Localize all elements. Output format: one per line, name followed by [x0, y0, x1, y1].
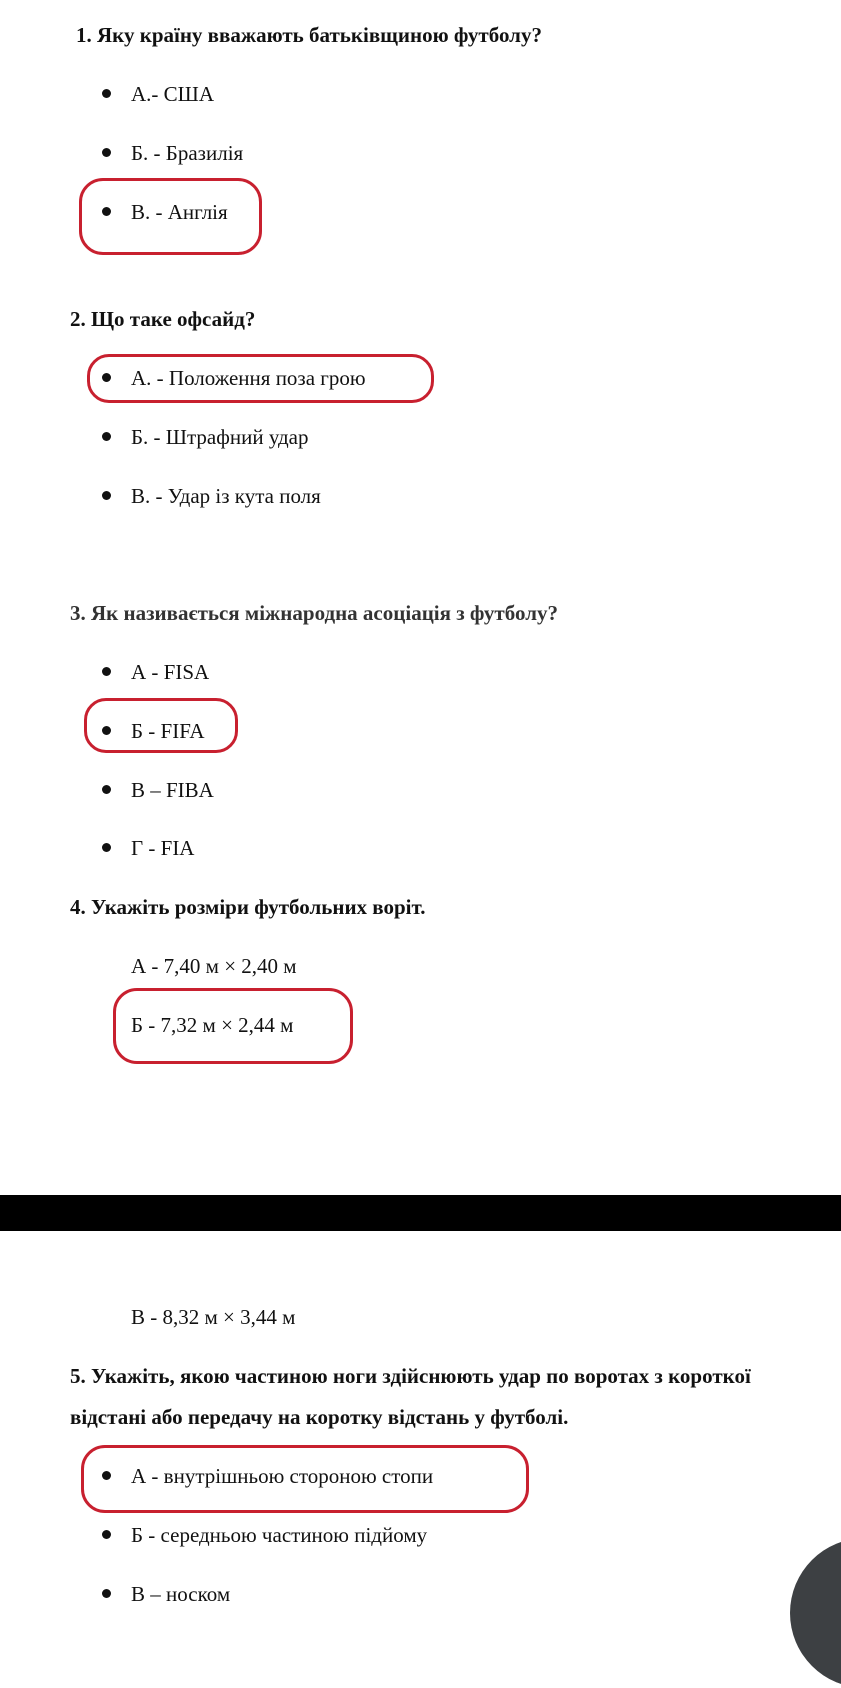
bullet: [102, 843, 111, 852]
q3-option-d: Г - FIA: [131, 836, 195, 860]
question-1-title: 1. Яку країну вважають батьківщиною футболу?: [76, 23, 542, 47]
q2-option-b: Б. - Штрафний удар: [131, 425, 309, 449]
bullet: [102, 667, 111, 676]
bullet: [102, 1530, 111, 1539]
bullet: [102, 1589, 111, 1598]
q4-option-b: Б - 7,32 м × 2,44 м: [131, 1013, 294, 1037]
bullet: [102, 491, 111, 500]
q3-option-b: Б - FIFA: [131, 719, 205, 743]
q3-option-c: В – FIBA: [131, 778, 214, 802]
q5-option-a: А - внутрішньою стороною стопи: [131, 1464, 434, 1488]
answer-highlight-circle: [79, 178, 262, 255]
question-2-title: 2. Що таке офсайд?: [70, 307, 256, 331]
answer-highlight-circle: [81, 1445, 529, 1513]
question-5-title-line2: відстані або передачу на коротку відстань у футболі.: [70, 1405, 569, 1429]
bullet: [102, 785, 111, 794]
answer-highlight-circle: [113, 988, 353, 1064]
bullet: [102, 432, 111, 441]
q5-option-b: Б - середньою частиною підйому: [131, 1523, 428, 1547]
question-3-title: 3. Як називається міжнародна асоціація з футболу?: [70, 601, 558, 625]
q1-option-a: А.- США: [131, 82, 215, 106]
answer-highlight-circle: [87, 354, 434, 403]
question-5-title-line1: 5. Укажіть, якою частиною ноги здійснюють удар по воротах з короткої: [70, 1364, 751, 1388]
q5-option-c: В – носком: [131, 1582, 231, 1606]
bullet: [102, 148, 111, 157]
page-separator-bar: [0, 1195, 841, 1231]
answer-highlight-circle: [84, 698, 238, 753]
q1-option-b: Б. - Бразилія: [131, 141, 244, 165]
q2-option-a: А. - Положення поза грою: [131, 366, 366, 390]
q2-option-c: В. - Удар із кута поля: [131, 484, 321, 508]
bullet: [102, 89, 111, 98]
q3-option-a: А - FISA: [131, 660, 210, 684]
q4-option-a: А - 7,40 м × 2,40 м: [131, 954, 297, 978]
floating-action-button[interactable]: [790, 1538, 841, 1688]
q4-option-c: В - 8,32 м × 3,44 м: [131, 1305, 296, 1329]
question-4-title: 4. Укажіть розміри футбольних воріт.: [70, 895, 426, 919]
q1-option-c: В. - Англія: [131, 200, 228, 224]
